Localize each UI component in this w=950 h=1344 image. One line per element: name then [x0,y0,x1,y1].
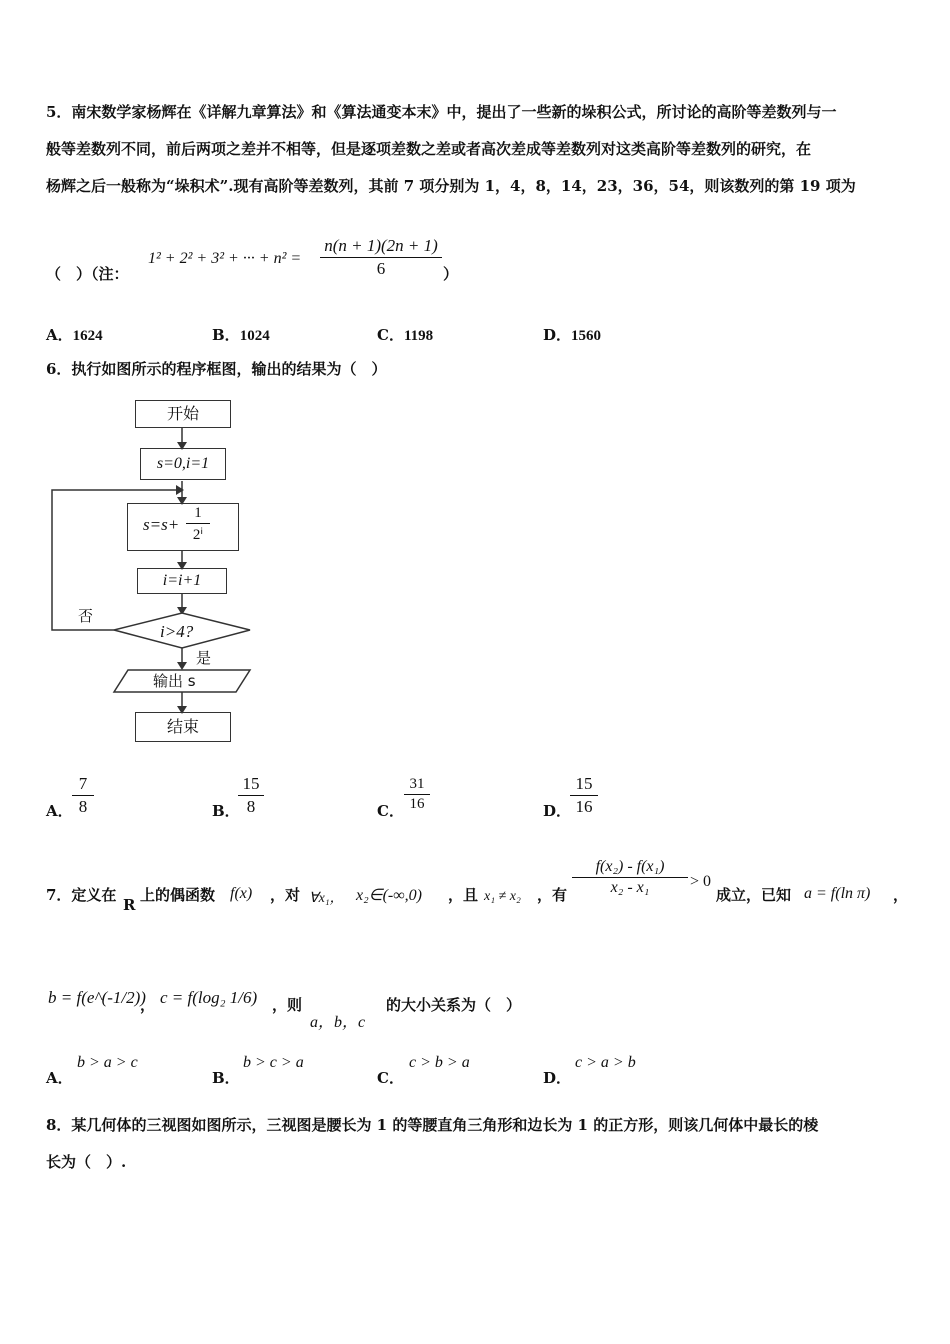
q7-fx: f(x) [230,885,253,902]
q6-option-a-fraction [72,774,94,817]
q6-option-b-fraction [238,774,264,817]
q5-formula-left: 1² + 2² + 3² + ··· + n² = [148,250,302,267]
q5-option-c[interactable] [377,324,433,345]
q5-option-a-value: 1624 [72,328,103,344]
q7-p5: ，有 [537,886,568,904]
q7-p2: 上的偶函数 [140,886,216,904]
q7-p1: 7．定义在 [46,886,117,904]
flow-yes-label: 是 [196,649,212,667]
q7-ineq-num: f(x₂) - f(x₁) [595,858,665,875]
q7-p8: 的大小关系为（ ） [386,996,522,1014]
q5-option-a-label: A． [46,326,73,344]
q6-option-c-num: 31 [409,776,425,792]
q7-vars: a，b，c [310,1014,366,1031]
q7-p7: ，则 [272,996,303,1014]
q7-forall: ∀x₁， [309,891,344,906]
q7-comma-1: ， [140,996,156,1014]
flow-arrowhead-loop [176,485,184,495]
flow-condition: i>4? [160,622,194,641]
flow-update-s-num: 1 [194,505,202,521]
q7-ineq-den: x₂ - x₁ [610,879,650,896]
q7-tail-comma: ， [893,886,909,904]
q7-neq: x₁ ≠ x₂ [484,889,521,904]
q6-option-b-num: 15 [242,774,260,793]
q7-option-c-value: c > b > a [409,1054,470,1071]
q5-option-b-value: 1024 [239,328,270,344]
q5-stem-line1: 5．南宋数学家杨辉在《详解九章算法》和《算法通变本末》中，提出了一些新的垛积公式，所讨论的高阶等差数列与一 [46,103,837,121]
q5-bracket: （ ）（注： [46,265,129,283]
flow-arrowhead-5 [177,662,187,670]
q7-option-d-value: c > a > b [575,1054,636,1071]
flow-increment: i=i+1 [137,568,227,594]
q6-option-b[interactable]: B． [212,802,240,820]
q5-formula-denominator: 6 [376,259,386,278]
q7-b-def: b = f(e^(-1/2)) [48,988,146,1007]
q5-option-b-label: B． [212,326,240,344]
q5-option-a[interactable] [46,324,103,345]
q5-close: ） [443,265,459,283]
flow-update-s-den: 2ⁱ [192,527,204,543]
q7-option-d[interactable]: D． [543,1069,572,1087]
q7-p3: ，对 [270,886,301,904]
q8-stem-line2: 长为（ ）. [46,1153,127,1171]
flow-end: 结束 [135,712,231,742]
q5-formula-numerator: n(n + 1)(2n + 1) [324,236,438,255]
q7-c-def: c = f(log₂ 1/6) [160,988,258,1007]
q6-option-a-den: 8 [78,797,88,816]
flow-no-label: 否 [78,607,94,625]
q7-p6: 成立，已知 [716,886,792,904]
q5-option-c-label: C． [377,326,404,344]
flow-output: 输出 s [153,672,196,690]
q6-option-a-num: 7 [78,774,88,793]
q6-option-c-fraction [404,776,430,813]
q5-option-d-label: D． [543,326,572,344]
q7-ineq-fraction [572,858,688,897]
q7-option-b[interactable]: B． [212,1069,240,1087]
q7-option-a[interactable]: A． [46,1069,73,1087]
q7-R: R [123,896,136,914]
q6-option-d-den: 16 [575,797,593,816]
q6-option-a[interactable]: A． [46,802,73,820]
q8-stem-line1: 8．某几何体的三视图如图所示，三视图是腰长为 1 的等腰直角三角形和边长为 1 的正方形，则该几何体中最长的棱 [46,1116,819,1134]
q6-option-d-fraction [570,774,598,817]
q5-formula-fraction [320,236,442,279]
flow-start: 开始 [135,400,231,428]
q6-option-d-num: 15 [575,774,593,793]
q5-stem-line2: 般等差数列不同，前后两项之差并不相等，但是逐项差数之差或者高次差成等差数列对这类高阶等差数列的研究，在 [46,140,812,158]
q6-option-c[interactable]: C． [377,802,404,820]
flow-update-s-fraction [186,505,210,544]
flow-init: s=0,i=1 [140,448,226,480]
q7-option-b-value: b > c > a [243,1054,304,1071]
q7-domain: x₂∈(-∞,0) [356,887,422,904]
q7-a-def: a = f(ln π) [804,885,871,902]
q5-option-d-value: 1560 [571,328,602,344]
q7-p4: ，且 [448,886,479,904]
q7-ineq-tail: > 0 [690,873,712,890]
q5-option-c-value: 1198 [403,328,434,344]
q5-stem-line3: 杨辉之后一般称为“垛积术”.现有高阶等差数列，其前 7 项分别为 1，4，8，14，23，36，54，则该数列的第 19 项为 [46,177,856,195]
q7-option-a-value: b > a > c [77,1054,138,1071]
q6-option-d[interactable]: D． [543,802,572,820]
q6-stem: 6．执行如图所示的程序框图，输出的结果为（ ） [46,360,387,378]
q7-option-c[interactable]: C． [377,1069,404,1087]
q5-option-d[interactable] [543,324,601,345]
q5-option-b[interactable] [212,324,270,345]
q6-option-c-den: 16 [409,796,425,812]
q6-option-b-den: 8 [246,797,256,816]
flow-update-s-prefix: s=s+ [143,515,180,534]
